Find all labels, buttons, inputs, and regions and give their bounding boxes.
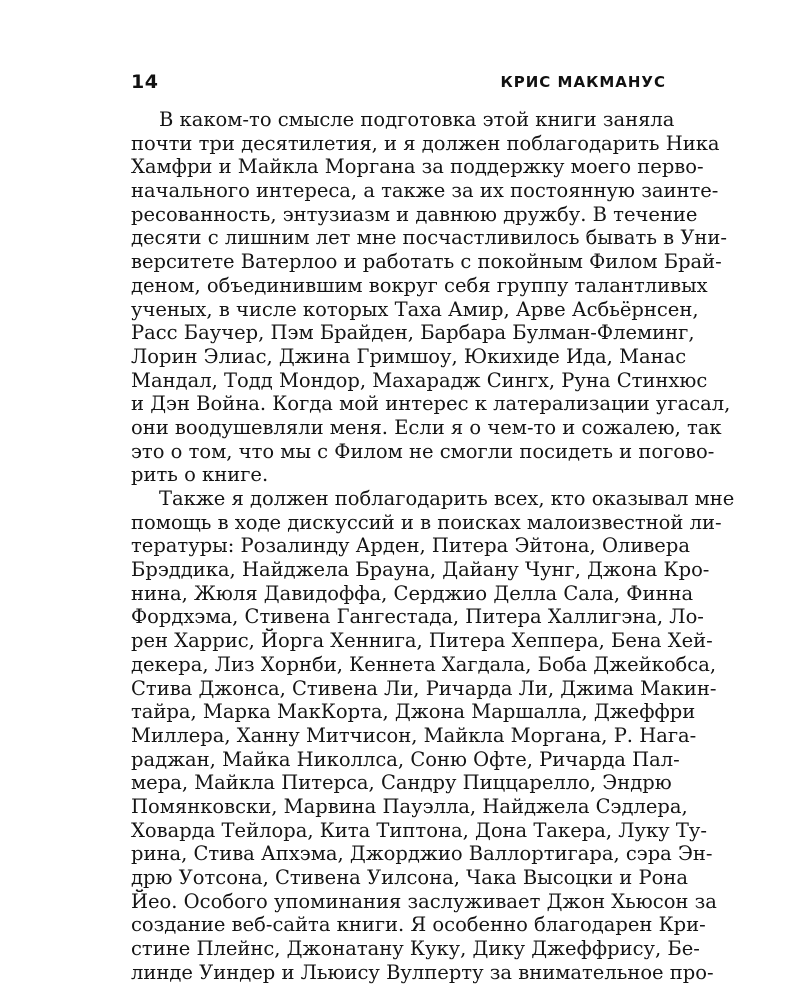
text-line: Фордхэма, Стивена Гангестада, Питера Халлигэна, Ло- [131, 605, 704, 629]
text-line: ресованность, энтузиазм и давнюю дружбу. В течение [131, 202, 698, 226]
text-line: Мандал, Тодд Мондор, Махарадж Сингх, Руна Стинхюс [131, 368, 708, 392]
text-line: десяти с лишним лет мне посчастливилось бывать в Уни- [131, 226, 727, 250]
text-line: и Дэн Война. Когда мой интерес к латерализации угасал, [131, 392, 731, 416]
text-line: Также я должен поблагодарить всех, кто оказывал мне [159, 487, 735, 510]
text-line: начального интереса, а также за их постоянную заинте- [131, 179, 719, 203]
text-line: Стива Джонса, Стивена Ли, Ричарда Ли, Джима Макин- [131, 676, 717, 700]
running-header [131, 70, 666, 94]
text-line: ученых, в числе которых Таха Амир, Арве Асбьёрнсен, [131, 297, 699, 321]
text-line: создание веб-сайта книги. Я особенно благодарен Кри- [131, 913, 706, 937]
text-line: Расс Баучер, Пэм Брайден, Барбара Булман-Флеминг, [131, 321, 695, 345]
text-line: тературы: Розалинду Арден, Питера Эйтона, Оливера [131, 534, 690, 558]
text-line: рен Харрис, Йорга Хеннига, Питера Хеппера, Бена Хей- [131, 629, 713, 653]
paragraph [131, 487, 735, 984]
text-line: рина, Стива Апхэма, Джорджио Валлортигара, сэра Эн- [131, 842, 713, 866]
text-line: деном, объединившим вокруг себя группу талантливых [131, 273, 708, 297]
text-line: стине Плейнс, Джонатану Куку, Дику Джеффрису, Бе- [131, 937, 700, 961]
body-text [131, 108, 735, 984]
text-line: рить о книге. [131, 463, 269, 487]
text-line: Хамфри и Майкла Моргана за поддержку моего перво- [131, 155, 704, 179]
text-line: почти три десятилетия, и я должен поблагодарить Ника [131, 131, 720, 155]
paragraph [131, 108, 731, 487]
text-line: мера, Майкла Питерса, Сандру Пиццарелло, Эндрю [131, 771, 672, 795]
text-line: нина, Жюля Давидоффа, Серджио Делла Сала, Финна [131, 581, 694, 605]
text-line: помощь в ходе дискуссий и в поисках малоизвестной ли- [131, 510, 722, 534]
page-number: 14 [131, 71, 159, 93]
text-line: декера, Лиз Хорнби, Кеннета Хагдала, Боба Джейкобса, [131, 652, 717, 676]
text-line: раджан, Майка Николлса, Соню Офте, Ричарда Пал- [131, 747, 680, 771]
text-line: Йео. Особого упоминания заслуживает Джон Хьюсон за [131, 889, 717, 913]
running-header-author: КРИС МАКМАНУС [500, 73, 666, 91]
text-line: Помянковски, Марвина Пауэлла, Найджела Сэдлера, [131, 794, 688, 818]
text-line: Лорин Элиас, Джина Гримшоу, Юкихиде Ида, Манас [131, 344, 687, 368]
text-line: они воодушевляли меня. Если я о чем-то и сожалею, так [131, 415, 722, 439]
text-line: Миллера, Ханну Митчисон, Майкла Моргана, Р. Нага- [131, 723, 697, 747]
text-line: тайра, Марка МакКорта, Джона Маршалла, Джеффри [131, 700, 696, 724]
text-line: Брэддика, Найджела Брауна, Дайану Чунг, Джона Кро- [131, 558, 710, 582]
text-line: это о том, что мы с Филом не смогли посидеть и погово- [131, 439, 715, 463]
text-line: дрю Уотсона, Стивена Уилсона, Чака Высоцки и Рона [131, 866, 688, 889]
text-line: верситете Ватерлоо и работать с покойным Филом Брай- [131, 250, 722, 274]
text-line: линде Уиндер и Льюису Вулперту за внимательное про- [131, 960, 714, 984]
text-line: В каком-то смысле подготовка этой книги заняла [159, 108, 675, 131]
text-line: Ховарда Тейлора, Кита Типтона, Дона Такера, Луку Ту- [131, 818, 707, 842]
